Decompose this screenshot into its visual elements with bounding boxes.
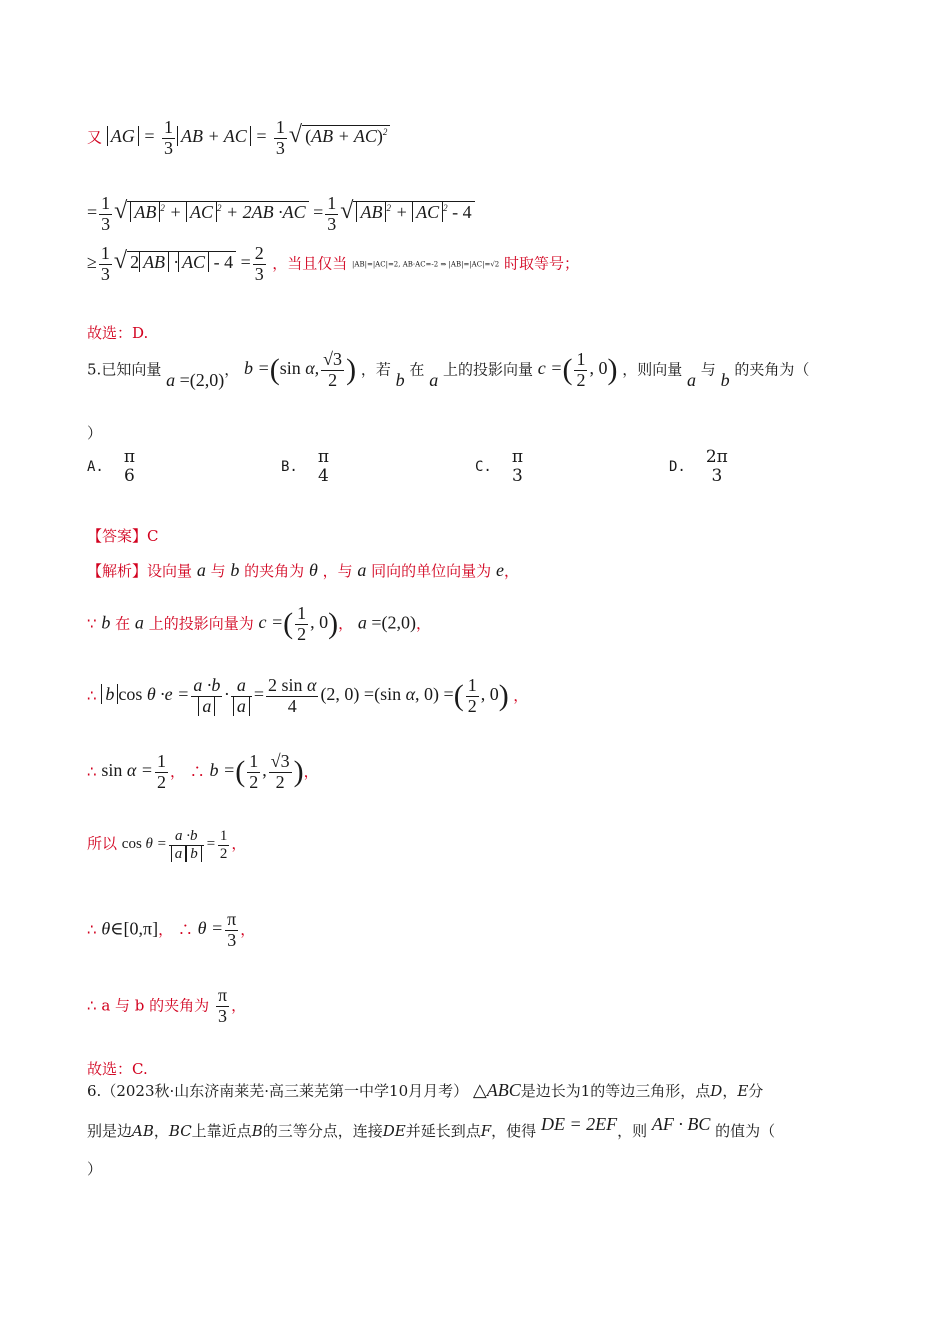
option-label: C. <box>475 458 492 475</box>
equality-end: 时取等号； <box>504 254 580 273</box>
q5-b: b <box>395 370 405 391</box>
therefore-symbol: ∴ <box>87 686 97 705</box>
option-label: A. <box>87 458 104 475</box>
option-value: π 3 <box>511 447 524 486</box>
q5-stem-line-1 <box>87 350 809 391</box>
q6-source: （2023秋·山东济南莱芜·高三莱芜第一中学10月月考） <box>101 1082 469 1100</box>
therefore-symbol: ∴ <box>87 920 97 939</box>
analysis-text: 所以 <box>87 834 118 853</box>
therefore-symbol: ∴ <box>189 762 205 781</box>
analysis-angle-value: $\frac{\pi}{3}$ <box>217 985 228 1026</box>
analysis-text: 设向量 <box>147 562 193 580</box>
q5-option-c[interactable] <box>475 448 527 485</box>
formula-expand: = $\frac{1}{3}$ √ AB $^2$ + AC $^2$ + 2AB ·AC = $\frac{1}{3}$ √ AB $^2$ + AC $^2$ - 4 <box>87 202 475 222</box>
option-value: π 6 <box>123 447 136 486</box>
q5-analysis-line-4: ∴ sin α = $\frac{1}{2}$ ， ∴ b =( $\frac{1}{2}$ , $\frac{√3}{2}$ )， <box>87 751 319 792</box>
q5-a: a <box>429 370 439 391</box>
q5-number: 5. <box>87 360 102 379</box>
therefore-symbol: ∴ <box>177 920 193 939</box>
option-label: D. <box>669 458 686 475</box>
analysis-theta: θ <box>308 560 318 580</box>
derivation-lead: 又 <box>87 128 103 147</box>
analysis-text: 与 <box>210 562 226 580</box>
q5-vector-c: c =( $\frac{1}{2}$ , 0) <box>537 349 618 390</box>
analysis-a: a <box>196 560 206 580</box>
q5-close: ） <box>87 424 103 442</box>
analysis-theta-value: θ = $\frac{\pi}{3}$ <box>197 909 237 950</box>
point-e: E <box>737 1082 749 1100</box>
analysis-b: b <box>101 612 111 633</box>
point-f: F <box>480 1122 492 1140</box>
equality-condition: |AB|=|AC|=2, AB·AC=-2 ⇒ |AB|=|AC|=√2 <box>352 260 500 269</box>
analysis-a: a <box>134 612 144 633</box>
q6-text: ， <box>722 1082 738 1100</box>
q6-text: 上靠近点 <box>191 1122 252 1140</box>
therefore-symbol: ∴ <box>87 762 97 781</box>
q6-text: 并延长到点 <box>405 1122 481 1140</box>
q5-option-a[interactable] <box>87 448 139 485</box>
q6-equation: DE = 2EF <box>540 1114 618 1134</box>
formula-inequality: ≥ $\frac{1}{3}$ √ 2 AB · AC - 4 = $\frac{2}{3}$ <box>87 243 264 284</box>
q6-line-2 <box>87 1114 776 1141</box>
q6-close: ） <box>87 1160 103 1178</box>
answer-tag: 【答案】 <box>87 527 148 545</box>
segment-de: DE <box>382 1122 406 1140</box>
q5-answer <box>87 525 159 546</box>
analysis-text: ，与 <box>322 562 353 580</box>
point-d: D <box>710 1082 723 1100</box>
q5-analysis-line-6: ∴ θ∈[0,π]， ∴ θ = $\frac{\pi}{3}$ ， <box>87 909 256 950</box>
q6-text: 别是边 <box>87 1122 133 1140</box>
q5-analysis-line-2: ∵ b 在 a 上的投影向量为 c =( $\frac{1}{2}$ , 0)， a =(2,0)， <box>87 603 432 644</box>
equality-text: ，当且仅当 <box>272 254 348 273</box>
formula-ag-length: AG = $\frac{1}{3}$ AB + AC = $\frac{1}{3}$ √ (AB + AC)$^2$ <box>107 126 391 146</box>
derivation-line-2 <box>87 194 475 235</box>
analysis-a: a <box>357 560 367 580</box>
q5-analysis-line-5: 所以 cos θ = $\frac{a \cdot b}{\text{a b}}$ = $\frac{1}{2}$ ， <box>87 828 247 862</box>
q5-analysis-line-7: ∴ a 与 b 的夹角为 $\frac{\pi}{3}$ ， <box>87 985 247 1026</box>
analysis-text: ， <box>503 562 519 580</box>
q5-text-5: ，则向量 <box>622 360 683 379</box>
q5-text-3: 在 <box>409 360 425 379</box>
q5-text-7: 的夹角为（ <box>734 360 810 379</box>
answer-value: C <box>147 527 159 545</box>
q6-text: ， <box>153 1122 169 1140</box>
q5-text-2: ，若 <box>360 360 391 379</box>
analysis-b: b <box>230 560 240 580</box>
analysis-text: 的夹角为 <box>244 562 305 580</box>
q6-number: 6. <box>87 1082 102 1100</box>
analysis-cos-theta: cos θ = $\frac{a \cdot b}{\text{a b}}$ = $\frac{1}{2}$ <box>121 828 228 862</box>
q6-triangle: △ABC <box>472 1080 521 1100</box>
analysis-text: 在 <box>115 614 131 633</box>
analysis-text: a 与 b 的夹角为 <box>101 996 210 1015</box>
q5-vector-b: b =(sin α, $\frac{√3}{2}$ ) <box>244 349 357 390</box>
analysis-theta-range: θ∈[0,π] <box>101 918 159 939</box>
q6-line-1 <box>87 1080 763 1101</box>
analysis-projection: b cos θ ·e = $\frac{a \cdot b}{a}$ · $\frac{a}{a}$ = $\frac{\text{2 sin α}}{4}$ (2, 0) =(sin α, 0) =( $\frac{1}{2}$ , 0) <box>101 684 513 704</box>
analysis-tag: 【解析】 <box>87 562 148 580</box>
derivation-conclusion: 故选：D. <box>87 324 149 342</box>
q6-text: ，则 <box>617 1122 648 1140</box>
q5-b-2: b <box>720 370 730 391</box>
option-label: B. <box>281 458 298 475</box>
analysis-a-vector: a =(2,0) <box>357 612 417 633</box>
q5-text-4: 上的投影向量 <box>443 360 534 379</box>
analysis-e: e <box>495 560 504 580</box>
q5-vector-a: a =(2,0) <box>166 370 225 391</box>
q6-text: 的值为（ <box>715 1122 776 1140</box>
q6-text: 分 <box>748 1082 764 1100</box>
q6-text: 的三等分点，连接 <box>262 1122 383 1140</box>
derivation-line-1 <box>87 118 390 159</box>
q5-comma: ， <box>224 360 240 379</box>
q5-a-2: a <box>687 370 697 391</box>
q5-text-6: 与 <box>700 360 716 379</box>
therefore-symbol: ∴ <box>87 996 97 1015</box>
q6-dot-product: AF · BC <box>651 1114 711 1134</box>
analysis-text: 同向的单位向量为 <box>371 562 492 580</box>
analysis-text: 上的投影向量为 <box>148 614 254 633</box>
edge-bc: BC <box>168 1122 192 1140</box>
derivation-line-3 <box>87 244 579 285</box>
q5-analysis-line-1 <box>87 560 519 581</box>
point-b: B <box>251 1122 263 1140</box>
q5-conclusion: 故选：C. <box>87 1060 148 1078</box>
analysis-sin-alpha: sin α = $\frac{1}{2}$ <box>101 751 166 792</box>
q5-option-d[interactable] <box>669 448 732 485</box>
q5-option-b[interactable] <box>281 448 333 485</box>
q5-text-1: 已知向量 <box>101 360 162 379</box>
q6-text: 是边长为1的等边三角形，点 <box>520 1082 711 1100</box>
option-value: π 4 <box>317 447 330 486</box>
edge-ab: AB <box>132 1122 154 1140</box>
analysis-c-vector: c =( $\frac{1}{2}$ , 0) <box>258 603 339 644</box>
analysis-b-vector: b =( $\frac{1}{2}$ , $\frac{√3}{2}$ ) <box>209 751 304 792</box>
option-value: 2π 3 <box>705 447 728 486</box>
because-symbol: ∵ <box>87 614 97 633</box>
q5-analysis-line-3: ∴ b cos θ ·e = $\frac{a \cdot b}{a}$ · $\frac{a}{a}$ = $\frac{\text{2 sin α}}{4}$ (2, 0) =(sin α, 0) =( $\frac{1}{2}$ , 0) ， <box>87 675 529 716</box>
q6-text: ，使得 <box>491 1122 537 1140</box>
